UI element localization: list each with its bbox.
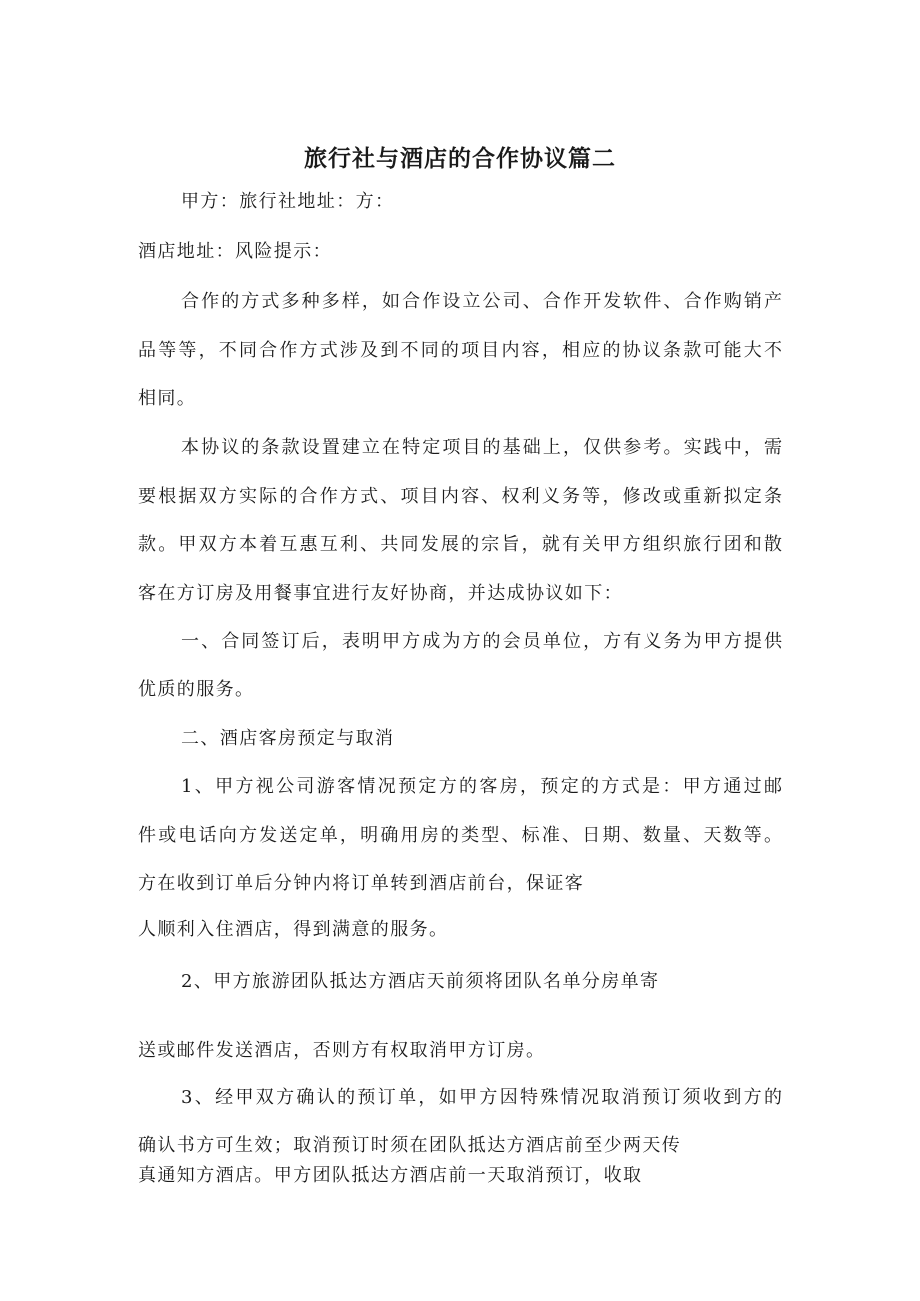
item-3-line: 确认书方可生效；取消预订时须在团队抵达方酒店前至少两天传 [138, 1135, 682, 1156]
item-1-line: 方在收到订单后分钟内将订单转到酒店前台，保证客 [138, 873, 585, 894]
item-1-line: 人顺利入住酒店，得到满意的服务。 [138, 919, 449, 940]
document-title: 旅行社与酒店的合作协议篇二 [304, 146, 616, 172]
paragraph-line: 相同。 [138, 388, 197, 409]
paragraph-line: 款。甲双方本着互惠互利、共同发展的宗旨，就有关甲方组织旅行团和散 [138, 534, 782, 555]
item-2-line: 送或邮件发送酒店，否则方有权取消甲方订房。 [138, 1040, 546, 1061]
hotel-address-line: 酒店地址：风险提示： [138, 241, 332, 262]
paragraph-line: 合作的方式多种多样，如合作设立公司、合作开发软件、合作购销产 [181, 291, 782, 312]
item-3-line: 真通知方酒店。甲方团队抵达方酒店前一天取消预订，收取 [138, 1165, 643, 1186]
item-2-line: 2、甲方旅游团队抵达方酒店天前须将团队名单分房单寄 [181, 971, 660, 992]
item-3-line: 3、经甲双方确认的预订单，如甲方因特殊情况取消预订须收到方的 [181, 1087, 782, 1108]
paragraph-line: 客在方订房及用餐事宜进行友好协商，并达成协议如下： [138, 583, 623, 604]
paragraph-line: 品等等，不同合作方式涉及到不同的项目内容，相应的协议条款可能大不 [138, 340, 782, 361]
item-1-line: 1、甲方视公司游客情况预定方的客房，预定的方式是：甲方通过邮 [181, 776, 782, 797]
paragraph-line: 要根据双方实际的合作方式、项目内容、权利义务等，修改或重新拟定条 [138, 486, 782, 507]
paragraph-line: 本协议的条款设置建立在特定项目的基础上，仅供参考。实践中，需 [181, 437, 782, 458]
section-heading: 二、酒店客房预定与取消 [181, 728, 395, 749]
clause-1-line: 优质的服务。 [138, 679, 255, 700]
item-1-line: 件或电话向方发送定单，明确用房的类型、标准、日期、数量、天数等。 [138, 825, 782, 846]
clause-1-line: 一、合同签订后，表明甲方成为方的会员单位，方有义务为甲方提供 [181, 631, 782, 652]
party-a-line: 甲方：旅行社地址：方： [181, 191, 395, 212]
